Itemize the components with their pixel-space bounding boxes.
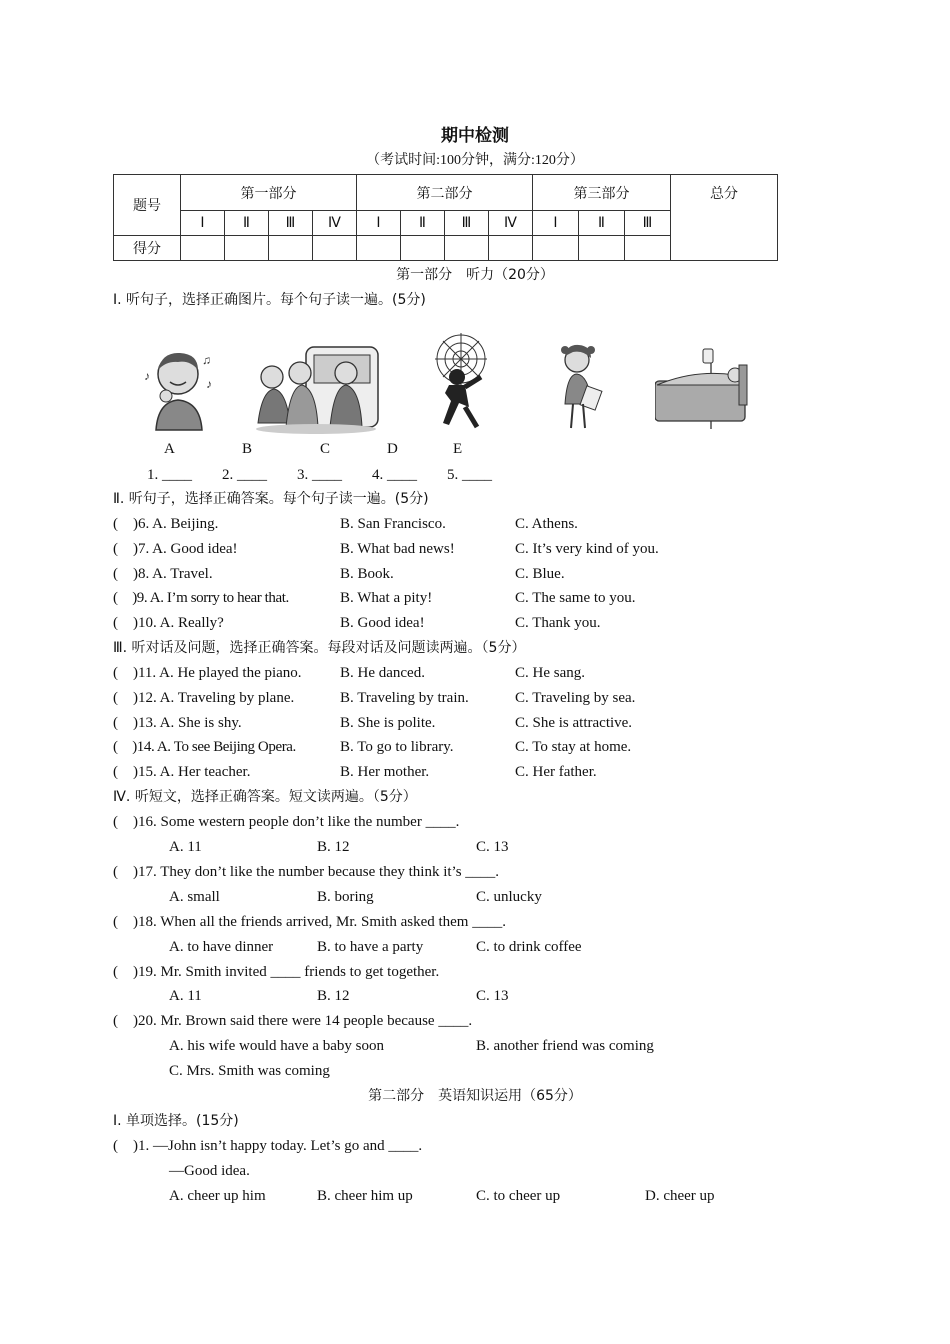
- question-9-option-b: B. What a pity!: [340, 590, 433, 606]
- question-14: ( )14. A. To see Beijing Opera.: [113, 739, 296, 755]
- question-13-option-c: C. She is attractive.: [515, 715, 633, 731]
- score-cell[interactable]: [357, 236, 401, 261]
- sick-in-bed-picture: [655, 345, 749, 431]
- question-17: ( )17. They don’t like the number because they think it’s ____.: [113, 864, 500, 880]
- picture-label-b: B: [242, 441, 253, 457]
- part1-s4-instruction: Ⅳ. 听短文，选择正确答案。短文读两遍。（5分）: [113, 789, 417, 805]
- question-16-option-a: A. 11: [169, 839, 202, 855]
- question-11-option-c: C. He sang.: [515, 665, 585, 681]
- score-table-part1: 第一部分: [181, 175, 357, 211]
- question-15-option-c: C. Her father.: [515, 764, 597, 780]
- score-cell[interactable]: [313, 236, 357, 261]
- svg-text:♪: ♪: [144, 369, 150, 383]
- score-col-2-3: Ⅲ: [445, 211, 489, 236]
- question-17-option-b: B. boring: [317, 889, 374, 905]
- question-18-option-a: A. to have dinner: [169, 939, 274, 955]
- question-6-option-c: C. Athens.: [515, 516, 578, 532]
- question-15-option-b: B. Her mother.: [340, 764, 430, 780]
- score-table: [113, 174, 778, 261]
- question-8-option-c: C. Blue.: [515, 566, 565, 582]
- question-20-option-b: B. another friend was coming: [476, 1038, 654, 1054]
- score-cell[interactable]: [401, 236, 445, 261]
- score-col-3-2: Ⅱ: [579, 211, 625, 236]
- score-col-1-3: Ⅲ: [269, 211, 313, 236]
- question-17-option-a: A. small: [169, 889, 220, 905]
- question-9-option-c: C. The same to you.: [515, 590, 636, 606]
- score-col-2-4: Ⅳ: [489, 211, 533, 236]
- part1-s3-instruction: Ⅲ. 听对话及问题，选择正确答案。每段对话及问题读两遍。（5分）: [113, 640, 526, 656]
- svg-text:♪: ♪: [206, 377, 212, 391]
- question-14-option-c: C. To stay at home.: [515, 739, 632, 755]
- question-6: ( )6. A. Beijing.: [113, 516, 219, 532]
- question-11-option-b: B. He danced.: [340, 665, 425, 681]
- question-7-option-b: B. What bad news!: [340, 541, 455, 557]
- question-19-option-a: A. 11: [169, 988, 202, 1004]
- question-12: ( )12. A. Traveling by plane.: [113, 690, 295, 706]
- score-col-2-1: Ⅰ: [357, 211, 401, 236]
- part2-question-1-option-b: B. cheer him up: [317, 1188, 413, 1204]
- question-7-option-c: C. It’s very kind of you.: [515, 541, 659, 557]
- question-19-option-b: B. 12: [317, 988, 350, 1004]
- boy-singing-picture: [140, 342, 220, 432]
- question-8-option-b: B. Book.: [340, 566, 394, 582]
- question-20-option-c: C. Mrs. Smith was coming: [169, 1063, 330, 1079]
- question-18-option-c: C. to drink coffee: [476, 939, 582, 955]
- part2-question-1-reply: —Good idea.: [169, 1163, 250, 1179]
- score-table-part3: 第三部分: [533, 175, 671, 211]
- question-8: ( )8. A. Travel.: [113, 566, 213, 582]
- part2-s1-instruction: Ⅰ. 单项选择。(15分): [113, 1113, 239, 1129]
- question-11: ( )11. A. He played the piano.: [113, 665, 302, 681]
- page-subtitle: （考试时间:100分钟，满分:120分）: [366, 153, 584, 168]
- question-7: ( )7. A. Good idea!: [113, 541, 238, 557]
- score-cell[interactable]: [181, 236, 225, 261]
- question-19: ( )19. Mr. Smith invited ____ friends to get together.: [113, 964, 440, 980]
- question-10: ( )10. A. Really?: [113, 615, 224, 631]
- question-19-option-c: C. 13: [476, 988, 509, 1004]
- score-table-total: 总分: [671, 175, 778, 261]
- picture-label-e: E: [453, 441, 463, 457]
- picture-label-a: A: [164, 441, 175, 457]
- question-15: ( )15. A. Her teacher.: [113, 764, 251, 780]
- question-20: ( )20. Mr. Brown said there were 14 people because ____.: [113, 1013, 473, 1029]
- part2-question-1-option-d: D. cheer up: [645, 1188, 715, 1204]
- score-cell[interactable]: [225, 236, 269, 261]
- spiderman-picture: [415, 333, 503, 433]
- girl-toothache-picture: [553, 340, 605, 436]
- question-9: ( )9. A. I’m sorry to hear that.: [113, 590, 289, 606]
- score-cell[interactable]: [625, 236, 671, 261]
- question-17-option-c: C. unlucky: [476, 889, 542, 905]
- question-16-option-c: C. 13: [476, 839, 509, 855]
- score-col-3-1: Ⅰ: [533, 211, 579, 236]
- score-cell[interactable]: [445, 236, 489, 261]
- score-cell[interactable]: [489, 236, 533, 261]
- question-10-option-c: C. Thank you.: [515, 615, 601, 631]
- question-18: ( )18. When all the friends arrived, Mr. Smith asked them ____.: [113, 914, 506, 930]
- score-col-3-3: Ⅲ: [625, 211, 671, 236]
- part1-s2-instruction: Ⅱ. 听句子，选择正确答案。每个句子读一遍。(5分): [113, 491, 429, 507]
- part2-question-1-option-a: A. cheer up him: [169, 1188, 266, 1204]
- score-table-col-header: 题号: [114, 175, 181, 236]
- picture-label-c: C: [320, 441, 331, 457]
- children-group-picture: [250, 343, 380, 435]
- question-20-option-a: A. his wife would have a baby soon: [169, 1038, 384, 1054]
- part2-question-1: ( )1. —John isn’t happy today. Let’s go and ____.: [113, 1138, 423, 1154]
- part2-heading: 第二部分 英语知识运用（65分）: [368, 1088, 582, 1104]
- score-table-row-header: 得分: [114, 236, 181, 261]
- answer-blanks[interactable]: 1. ____ 2. ____ 3. ____ 4. ____ 5. ____: [147, 467, 493, 483]
- score-col-1-2: Ⅱ: [225, 211, 269, 236]
- score-cell[interactable]: [579, 236, 625, 261]
- question-14-option-b: B. To go to library.: [340, 739, 454, 755]
- part1-s1-instruction: Ⅰ. 听句子，选择正确图片。每个句子读一遍。(5分): [113, 292, 426, 308]
- part1-heading: 第一部分 听力（20分）: [396, 267, 554, 283]
- score-table-part2: 第二部分: [357, 175, 533, 211]
- question-18-option-b: B. to have a party: [317, 939, 424, 955]
- question-6-option-b: B. San Francisco.: [340, 516, 446, 532]
- score-col-2-2: Ⅱ: [401, 211, 445, 236]
- score-cell[interactable]: [269, 236, 313, 261]
- question-12-option-b: B. Traveling by train.: [340, 690, 469, 706]
- score-col-1-1: Ⅰ: [181, 211, 225, 236]
- page-title: 期中检测: [441, 126, 509, 146]
- svg-text:♫: ♫: [202, 353, 211, 367]
- question-13: ( )13. A. She is shy.: [113, 715, 242, 731]
- question-13-option-b: B. She is polite.: [340, 715, 436, 731]
- question-16: ( )16. Some western people don’t like the number ____.: [113, 814, 460, 830]
- picture-label-d: D: [387, 441, 398, 457]
- question-12-option-c: C. Traveling by sea.: [515, 690, 636, 706]
- question-16-option-b: B. 12: [317, 839, 350, 855]
- score-cell[interactable]: [533, 236, 579, 261]
- question-10-option-b: B. Good idea!: [340, 615, 425, 631]
- part2-question-1-option-c: C. to cheer up: [476, 1188, 561, 1204]
- score-col-1-4: Ⅳ: [313, 211, 357, 236]
